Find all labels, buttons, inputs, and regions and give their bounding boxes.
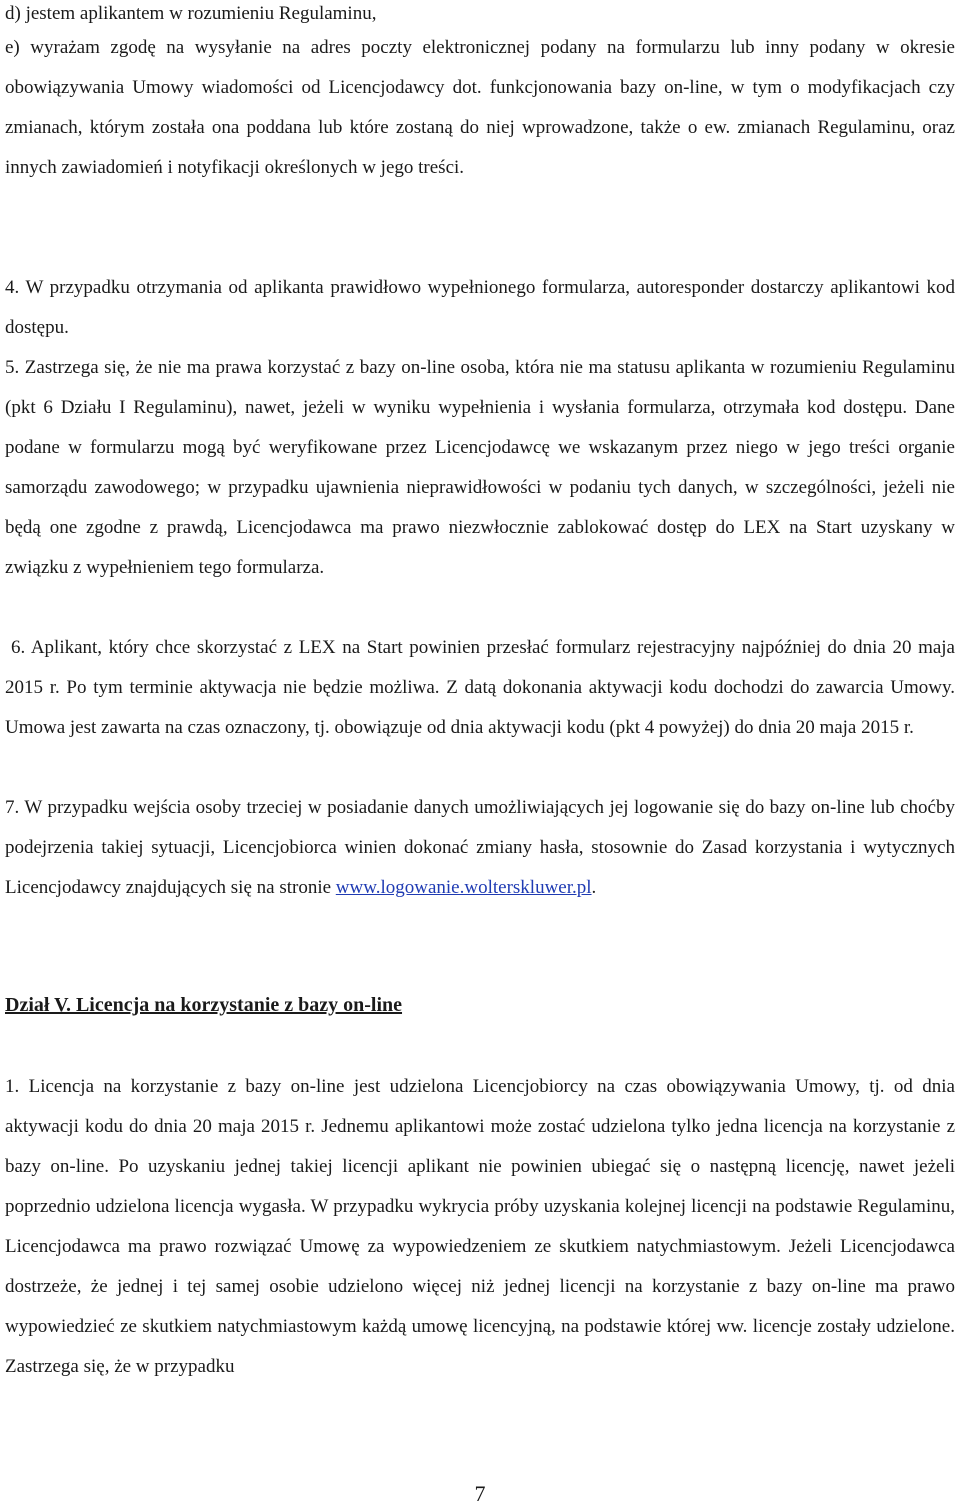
page-number: 7: [474, 1481, 486, 1506]
item-e: e) wyrażam zgodę na wysyłanie na adres poczty elektronicznej podany na formularzu lub inny podany w okresie obowiązywania Umowy wiadomości od Licencjodawcy dot. funkcjonowania bazy on-line, w tym o modyfikacjach czy zmianach, którym została ona poddana lub które zostaną do niej wprowadzone, także o ew. zmianach Regulaminu, oraz innych zawiadomień i notyfikacji określonych w jego treści.: [5, 37, 955, 178]
paragraph-7-text: 7. W przypadku wejścia osoby trzeciej w posiadanie danych umożliwiających jej logowanie się do bazy on-line lub choćby podejrzenia takiej sytuacji, Licencjobiorca winien dokonać zmiany hasła, stosownie do Zasad korzystania i wytycznych Licencjodawcy znajdujących się na stronie: [5, 797, 955, 898]
paragraph-7-end: .: [591, 877, 597, 898]
logowanie-link[interactable]: www.logowanie.wolterskluwer.pl: [335, 877, 592, 898]
paragraph-6: 6. Aplikant, który chce skorzystać z LEX na Start powinien przesłać formularz rejestracyjny najpóźniej do dnia 20 maja 2015 r. Po tym terminie aktywacja nie będzie możliwa. Z datą dokonania aktywacji kodu dochodzi do zawarcia Umowy. Umowa jest zawarta na czas oznaczony, tj. obowiązuje od dnia aktywacji kodu (pkt 4 powyżej) do dnia 20 maja 2015 r.: [5, 637, 955, 738]
section-v-paragraph-1: 1. Licencja na korzystanie z bazy on-line jest udzielona Licencjobiorcy na czas obowiązywania Umowy, tj. od dnia aktywacji kodu do dnia 20 maja 2015 r. Jednemu aplikantowi może zostać udzielona tylko jedna licencja na korzystanie z bazy on-line. Po uzyskaniu jednej takiej licencji aplikant nie powinien ubiegać się o następną licencję, nawet jeżeli poprzednio udzielona licencja wygasła. W przypadku wykrycia próby uzyskania kolejnej licencji na podstawie Regulaminu, Licencjodawca ma prawo rozwiązać Umowę za wypowiedzeniem ze skutkiem natychmiastowym. Jeżeli Licencjodawca dostrzeże, że jednej i tej samej osobie udzielono więcej niż jednej licencji na korzystanie z bazy on-line ma prawo wypowiedzieć ze skutkiem natychmiastowym każdą umowę licencyjną, na podstawie której ww. licencje zostały udzielone. Zastrzega się, że w przypadku: [5, 1076, 955, 1377]
paragraph-7: [5, 788, 955, 908]
paragraph-4: 4. W przypadku otrzymania od aplikanta prawidłowo wypełnionego formularza, autoresponder dostarczy aplikantowi kod dostępu.: [5, 277, 955, 338]
item-d: d) jestem aplikantem w rozumieniu Regulaminu,: [5, 3, 377, 24]
section-heading-dzial-v: Dział V. Licencja na korzystanie z bazy on-line: [5, 994, 403, 1016]
paragraph-5: 5. Zastrzega się, że nie ma prawa korzystać z bazy on-line osoba, która nie ma statusu aplikanta w rozumieniu Regulaminu (pkt 6 Działu I Regulaminu), nawet, jeżeli w wyniku wypełnienia i wysłania formularza, otrzymała kod dostępu. Dane podane w formularzu mogą być weryfikowane przez Licencjodawcę we wskazanym przez niego w jego treści organie samorządu zawodowego; w przypadku ujawnienia nieprawidłowości w podaniu tych danych, w szczególności, jeżeli nie będą one zgodne z prawdą, Licencjodawca ma prawo niezwłocznie zablokować dostęp do LEX na Start uzyskany w związku z wypełnieniem tego formularza.: [5, 357, 955, 578]
